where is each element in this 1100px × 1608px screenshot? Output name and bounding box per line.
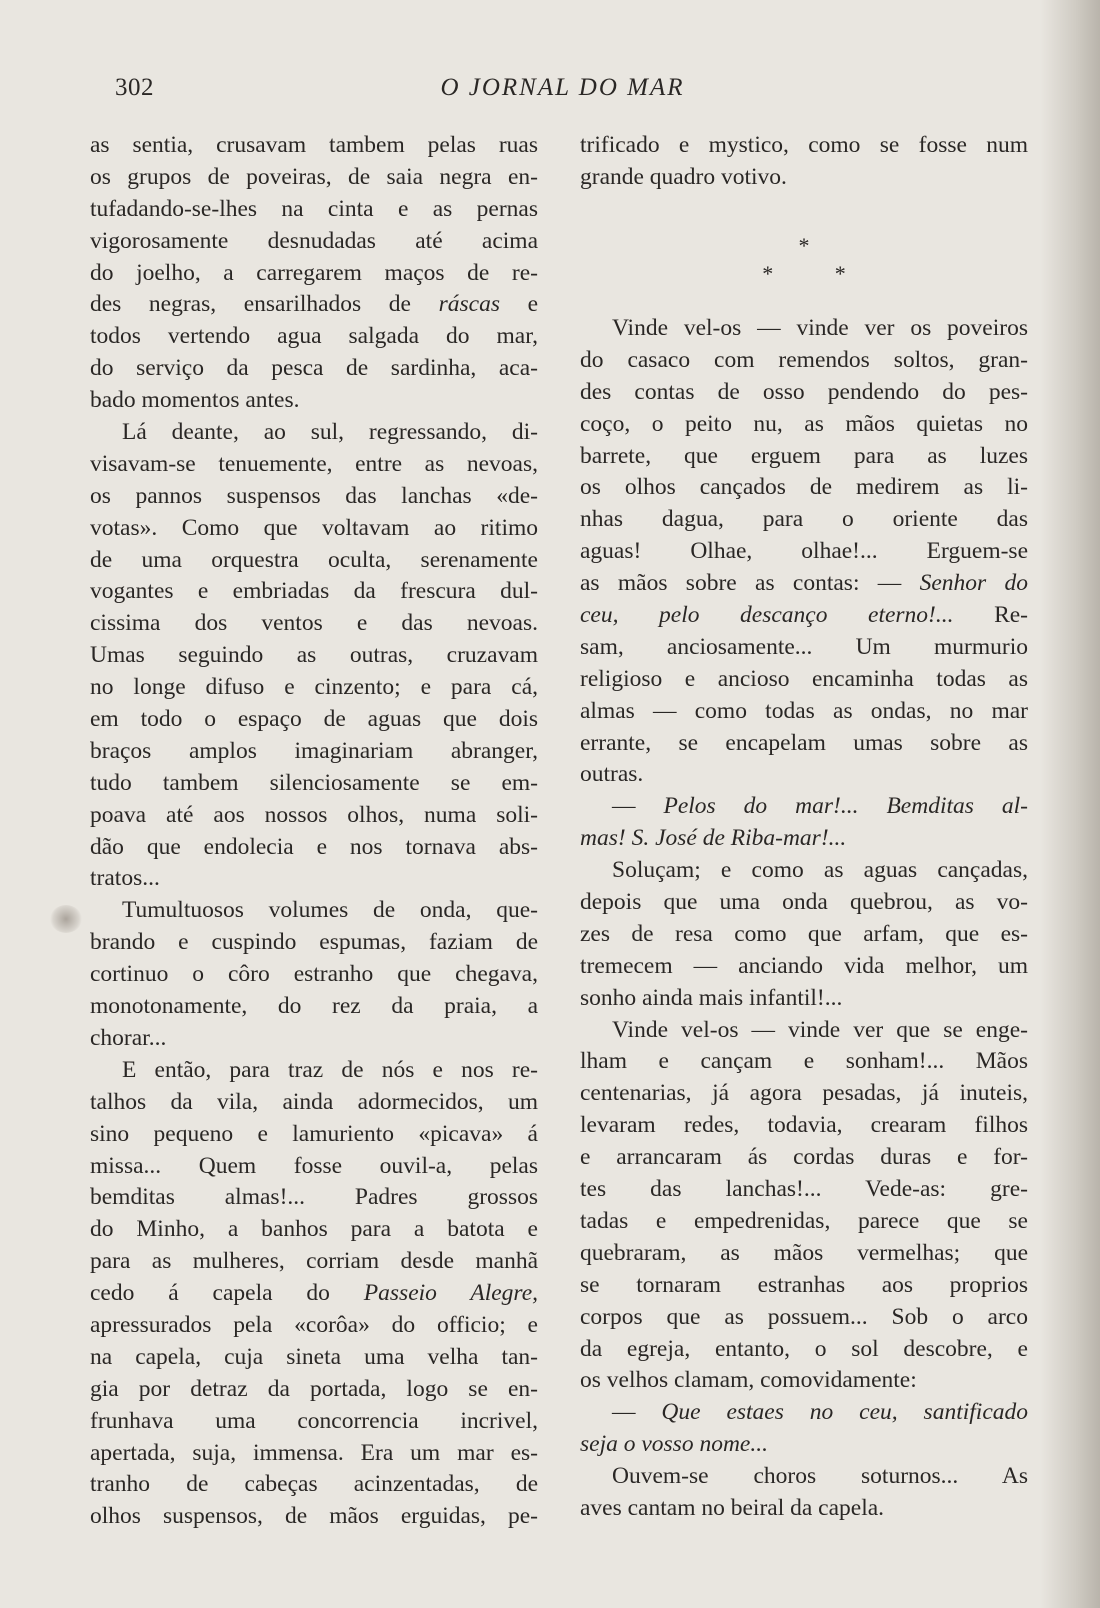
text-line (580, 823, 1028, 855)
text-line: barrete, que erguem para as luzes (580, 442, 1028, 469)
text-line: do Minho, a banhos para a batota e (90, 1216, 538, 1243)
text-line: os olhos cançados de medirem as li- (580, 474, 1028, 501)
text-line: tranho de cabeças acinzentadas, de (90, 1471, 538, 1498)
text-line (580, 1429, 1028, 1461)
italic-text-run: ráscas (438, 291, 500, 318)
text-line: do serviço da pesca de sardinha, aca- (90, 355, 538, 382)
text-line: e arrancaram ás cordas duras e for- (580, 1144, 1028, 1171)
text-line: em todo o espaço de aguas que dois (90, 706, 538, 733)
text-line: os grupos de poveiras, de saia negra en- (90, 163, 538, 190)
text-line: Vinde vel-os — vinde ver os poveiros (612, 315, 1028, 341)
text-line: se tornaram estranhas aos proprios (580, 1271, 1028, 1298)
text-line (90, 289, 538, 321)
section-break-stars: * * (762, 261, 874, 286)
page-header (115, 74, 1010, 108)
text-line: almas — como todas as ondas, no mar (580, 697, 1028, 724)
text-line: tes das lanchas!... Vede-as: gre- (580, 1176, 1028, 1203)
text-line: depois que uma onda quebrou, as vo- (580, 889, 1028, 916)
text-line: os velhos clamam, comovidamente: (580, 1367, 917, 1394)
text-line: olhos suspensos, de mãos erguidas, pe- (90, 1503, 538, 1530)
text-line: sam, anciosamente... Um murmurio (580, 633, 1028, 660)
text-line: religioso e ancioso encaminha todas as (580, 665, 1028, 692)
text-line: os pannos suspensos das lanchas «de- (90, 482, 538, 509)
text-run: Re- (953, 602, 1028, 629)
text-line (580, 568, 1028, 600)
ink-smudge (50, 905, 82, 933)
text-line: todos vertendo agua salgada do mar, (90, 323, 538, 350)
text-line: lham e cançam e sonham!... Mãos (580, 1048, 1028, 1075)
text-line: da egreja, entanto, o sol descobre, e (580, 1335, 1028, 1362)
text-line: para as mulheres, corriam desde manhã (90, 1248, 538, 1275)
text-line (90, 1278, 538, 1310)
text-line: E então, para traz de nós e nos re- (122, 1056, 538, 1083)
text-line: coço, o peito nu, as mãos quietas no (580, 410, 1028, 437)
running-title: O JORNAL DO MAR (440, 74, 685, 101)
text-line: aves cantam no beiral da capela. (580, 1494, 885, 1521)
text-run: e (499, 291, 538, 318)
section-break-star: * (798, 233, 810, 258)
text-line (580, 1397, 1028, 1429)
italic-text-run: Que estaes no ceu, santificado (661, 1399, 1029, 1426)
right-text-column-top (580, 130, 1028, 194)
text-line: Tumultuosos volumes de onda, que- (122, 897, 538, 924)
text-line: talhos da vila, ainda adormecidos, um (90, 1088, 538, 1115)
text-run: des negras, ensarilhados de (90, 291, 439, 318)
text-line: Vinde vel-os — vinde ver que se enge- (612, 1016, 1028, 1043)
text-line: des contas de osso pendendo do pes- (580, 378, 1028, 405)
text-line: brando e cuspindo espumas, faziam de (90, 929, 538, 956)
left-text-column (90, 130, 538, 1533)
text-line (580, 600, 1028, 632)
text-line: votas». Como que voltavam ao ritimo (90, 514, 538, 541)
text-line (580, 791, 1028, 823)
text-line: levaram redes, todavia, crearam filhos (580, 1112, 1028, 1139)
text-line: do joelho, a carregarem maços de re- (90, 259, 538, 286)
text-run: — (612, 793, 664, 820)
text-line: tratos... (90, 865, 160, 892)
text-line: aguas! Olhae, olhae!... Erguem-se (580, 538, 1028, 565)
italic-text-run: Senhor do (919, 570, 1028, 597)
page-edge-shadow (1040, 0, 1100, 1608)
text-line: Ouvem-se choros soturnos... As (612, 1463, 1028, 1490)
text-line: braços amplos imaginariam abranger, (90, 737, 538, 764)
text-line: vogantes e embriadas da frescura dul- (90, 578, 538, 605)
text-run: — (612, 1399, 662, 1426)
text-line: cissima dos ventos e das nevoas. (90, 610, 538, 637)
page-number: 302 (115, 74, 154, 101)
text-line: apressurados pela «corôa» do officio; e (90, 1311, 538, 1338)
text-line: vigorosamente desnudadas até acima (90, 227, 538, 254)
text-line: as sentia, crusavam tambem pelas ruas (90, 132, 538, 158)
text-line: tremecem — anciando vida melhor, um (580, 952, 1028, 979)
right-text-column (580, 313, 1028, 1525)
text-line: dão que endolecia e nos tornava abs- (90, 833, 538, 860)
italic-text-run: Passeio Alegre, (363, 1280, 538, 1307)
text-line: bado momentos antes. (90, 387, 300, 414)
italic-text-run: seja o vosso nome... (580, 1431, 768, 1458)
text-line: quebraram, as mãos vermelhas; que (580, 1239, 1028, 1266)
italic-text-run: mas! S. José de Riba-mar!... (580, 825, 847, 852)
text-line: missa... Quem fosse ouvil-a, pelas (90, 1152, 538, 1179)
text-line: poava até aos nossos olhos, numa soli- (90, 801, 538, 828)
text-line: sonho ainda mais infantil!... (580, 984, 843, 1011)
text-line: na capela, cuja sineta uma velha tan- (90, 1343, 538, 1370)
section-break (580, 232, 1028, 292)
text-line: corpos que as possuem... Sob o arco (580, 1303, 1028, 1330)
text-line: de uma orquestra oculta, serenamente (90, 546, 538, 573)
text-line: gia por detraz da portada, logo se en- (90, 1375, 538, 1402)
text-line: tufadando-se-lhes na cinta e as pernas (90, 195, 538, 222)
text-line: zes de resa como que arfam, que es- (580, 920, 1028, 947)
text-line: errante, se encapelam umas sobre as (580, 729, 1028, 756)
text-line: monotonamente, do rez da praia, a (90, 993, 538, 1020)
text-line: sino pequeno e lamuriento «picava» á (90, 1120, 538, 1147)
text-line: trificado e mystico, como se fosse num (580, 132, 1028, 158)
text-line: grande quadro votivo. (580, 163, 787, 190)
text-line: chorar... (90, 1024, 167, 1051)
text-line: do casaco com remendos soltos, gran- (580, 346, 1028, 373)
text-line: outras. (580, 761, 644, 788)
text-line: frunhava uma concorrencia incrivel, (90, 1407, 538, 1434)
text-line: visavam-se tenuemente, entre as nevoas, (90, 450, 538, 477)
text-line: apertada, suja, immensa. Era um mar es- (90, 1439, 538, 1466)
italic-text-run: ceu, pelo descanço eterno!... (580, 602, 954, 629)
text-line: no longe difuso e cinzento; e para cá, (90, 674, 538, 701)
text-run: as mãos sobre as contas: — (580, 570, 920, 597)
text-line: nhas dagua, para o oriente das (580, 506, 1028, 533)
text-run: cedo á capela do (90, 1280, 364, 1307)
text-line: cortinuo o côro estranho que chegava, (90, 961, 538, 988)
italic-text-run: Pelos do mar!... Bemditas al- (663, 793, 1028, 820)
text-line: centenarias, já agora pesadas, já inuteis, (580, 1080, 1028, 1107)
text-line: Lá deante, ao sul, regressando, di- (122, 419, 538, 446)
text-line: bemditas almas!... Padres grossos (90, 1184, 538, 1211)
text-line: Umas seguindo as outras, cruzavam (90, 642, 538, 669)
text-line: tadas e empedrenidas, parece que se (580, 1207, 1028, 1234)
text-line: tudo tambem silenciosamente se em- (90, 769, 538, 796)
text-line: Soluçam; e como as aguas cançadas, (612, 857, 1028, 884)
